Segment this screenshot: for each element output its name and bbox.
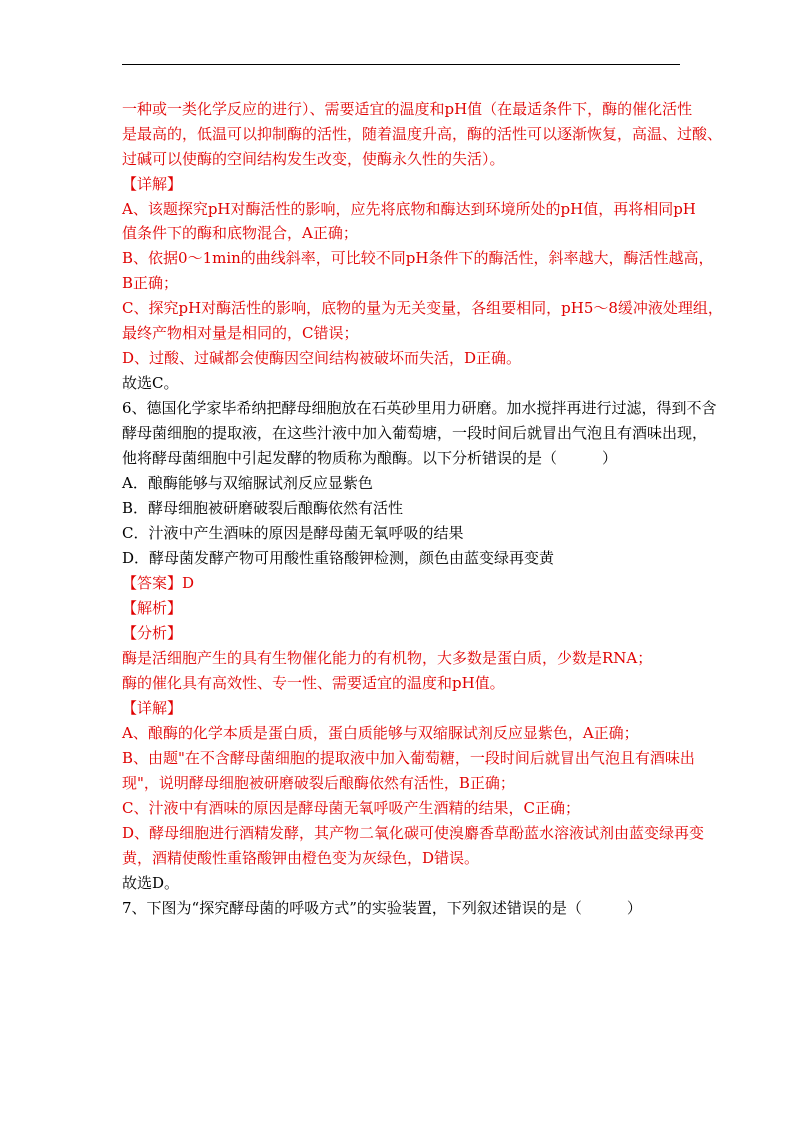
question-6-stem: 6、德国化学家毕希纳把酵母细胞放在石英砂里用力研磨。加水搅拌再进行过滤，得到不含 <box>122 399 717 417</box>
section-label: 【详解】 <box>122 175 183 193</box>
conclusion-line: 故选C。 <box>122 374 179 392</box>
question-6-stem: 他将酵母菌细胞中引起发酵的物质称为酿酶。以下分析错误的是（ ） <box>122 449 618 467</box>
conclusion-line: 故选D。 <box>122 874 180 892</box>
text-line: C、汁液中有酒味的原因是酵母菌无氧呼吸产生酒精的结果，C正确； <box>122 799 580 817</box>
text-line: A、酿酶的化学本质是蛋白质，蛋白质能够与双缩脲试剂反应显紫色，A正确； <box>122 724 639 742</box>
header-rule <box>122 64 680 65</box>
question-6-stem: 酵母菌细胞的提取液，在这些汁液中加入葡萄塘，一段时间后就冒出气泡且有酒味出现， <box>122 424 708 442</box>
text-line: 酶的催化具有高效性、专一性、需要适宜的温度和pH值。 <box>122 674 505 692</box>
text-line: D、过酸、过碱都会使酶因空间结构被破坏而失活，D正确。 <box>122 349 522 367</box>
question-7-stem: 7、下图为“探究酵母菌的呼吸方式”的实验装置，下列叙述错误的是（ ） <box>122 899 642 917</box>
section-label: 【详解】 <box>122 699 183 717</box>
text-line: 过碱可以使酶的空间结构发生改变，使酶永久性的失活）。 <box>122 150 505 168</box>
option-b: B．酵母细胞被研磨破裂后酿酶依然有活性 <box>122 499 404 517</box>
text-line: A、该题探究pH对酶活性的影响，应先将底物和酶达到环境所处的pH值，再将相同pH <box>122 200 696 218</box>
text-line: 现"，说明酵母细胞被研磨破裂后酿酶依然有活性，B正确； <box>122 774 515 792</box>
text-line: 是最高的，低温可以抑制酶的活性，随着温度升高，酶的活性可以逐渐恢复，高温、过酸、 <box>122 125 723 143</box>
option-d: D．酵母菌发酵产物可用酸性重铬酸钾检测，颜色由蓝变绿再变黄 <box>122 549 555 567</box>
text-line: C、探究pH对酶活性的影响，底物的量为无关变量，各组要相同，pH5～8缓冲液处理组， <box>122 299 723 317</box>
text-line: 酶是活细胞产生的具有生物催化能力的有机物，大多数是蛋白质，少数是RNA； <box>122 649 653 667</box>
text-line: 值条件下的酶和底物混合，A正确； <box>122 224 358 242</box>
text-line: 最终产物相对量是相同的，C错误； <box>122 324 359 342</box>
option-a: A．酿酶能够与双缩脲试剂反应显紫色 <box>122 474 373 492</box>
option-c: C．汁液中产生酒味的原因是酵母菌无氧呼吸的结果 <box>122 524 464 542</box>
section-label: 【解析】 <box>122 599 183 617</box>
text-line: 一种或一类化学反应的进行）、需要适宜的温度和pH值（在最适条件下，酶的催化活性 <box>122 100 693 118</box>
text-line: D、酵母细胞进行酒精发酵，其产物二氧化碳可使溴麝香草酚蓝水溶液试剂由蓝变绿再变 <box>122 824 705 842</box>
text-line: B、依据0～1min的曲线斜率，可比较不同pH条件下的酶活性，斜率越大，酶活性越高， <box>122 249 714 267</box>
answer-label: 【答案】D <box>122 574 195 592</box>
section-label: 【分析】 <box>122 624 183 642</box>
text-line: 黄，酒精使酸性重铬酸钾由橙色变为灰绿色，D错误。 <box>122 849 480 867</box>
text-line: B正确； <box>122 274 179 292</box>
text-line: B、由题"在不含酵母菌细胞的提取液中加入葡萄糖，一段时间后就冒出气泡且有酒味出 <box>122 749 695 767</box>
